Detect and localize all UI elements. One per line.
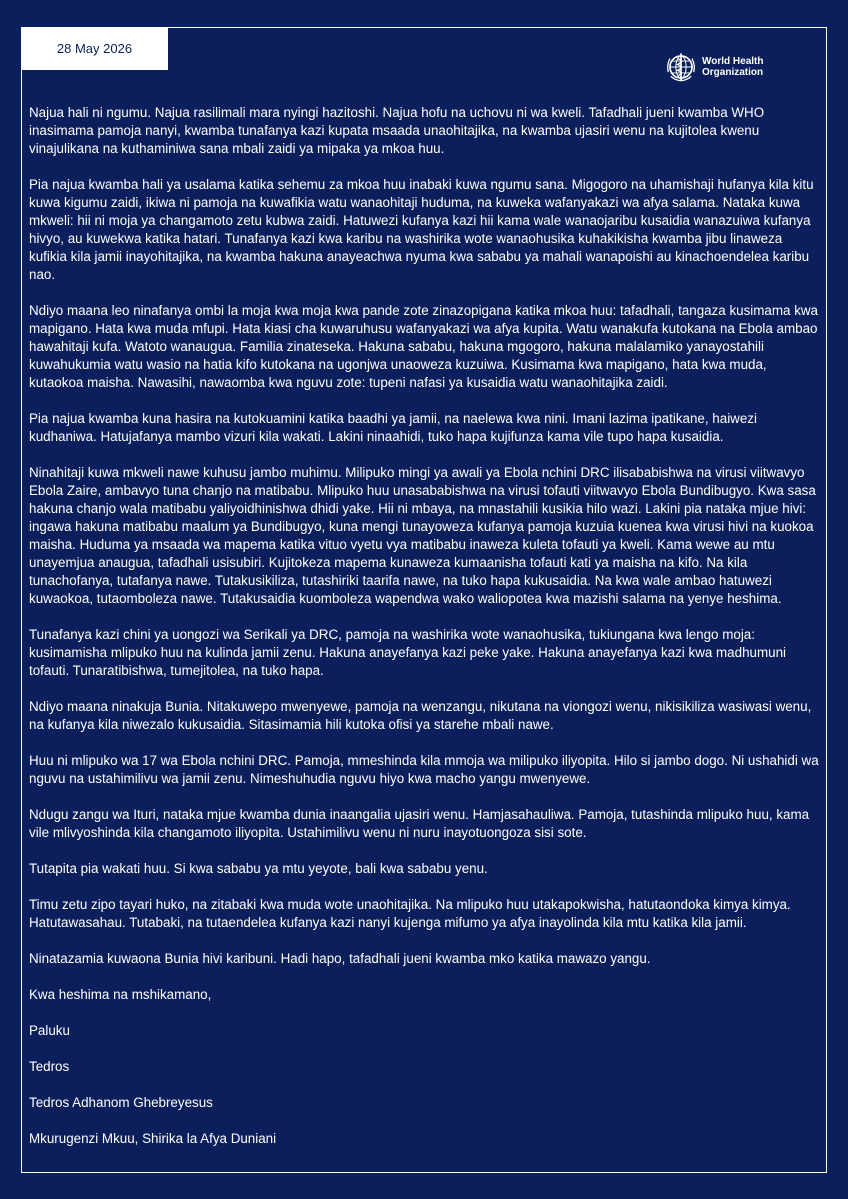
org-name: World Health Organization bbox=[702, 56, 764, 78]
paragraph: Tutapita pia wakati huu. Si kwa sababu ya mtu yeyote, bali kwa sababu yenu. bbox=[29, 861, 488, 876]
signature-line: Tedros Adhanom Ghebreyesus bbox=[29, 1095, 213, 1110]
paragraph: Najua hali ni ngumu. Najua rasilimali mara nyingi hazitoshi. Najua hofu na uchovu ni wa kweli. Tafadhali jueni kwamba WHO inasimama pamoja nanyi, kwamba tunafanya kazi kupata msaada unaohitajika, na kwamba ujasiri wenu na kujitolea kwenu vinajulikana na kuthaminiwa sana mbali zaidi ya mipaka ya mkoa huu. bbox=[29, 105, 765, 156]
paragraph: Pia najua kwamba hali ya usalama katika sehemu za mkoa huu inabaki kuwa ngumu sana. Migogoro na uhamishaji hufanya kila kitu kuwa kigumu zaidi, ikiwa ni pamoja na kuwafikia watu wanaohitaji huduma, na kuweka wafanyakazi wa afya salama. Nataka kuwa mkweli: hii ni moja ya changamoto zetu kubwa zaidi. Hatuwezi kufanya kazi hii kama wale wanaojaribu kusaidia wanazuiwa kufanya hivyo, au kuwekwa katika hatari. Tunafanya kazi kwa karibu na washirika wote wanaohusika kuhakikisha kwamba jibu linaweza kufikia kila jamii inayohitajika, na kwamba hakuna anayeachwa nyuma kwa sababu ya mahali wanapoishi au kinachoendelea karibu nao. bbox=[29, 177, 814, 282]
paragraph: Ndugu zangu wa Ituri, nataka mjue kwamba dunia inaangalia ujasiri wenu. Hamjasahauliwa. Pamoja, tutashinda mlipuko huu, kama vile mlivyoshinda kila changamoto iliyopita. Ustahimilivu wenu ni nuru inayotuongoza sisi sote. bbox=[29, 807, 810, 840]
paragraph: Huu ni mlipuko wa 17 wa Ebola nchini DRC. Pamoja, mmeshinda kila mmoja wa milipuko iliyopita. Hilo si jambo dogo. Ni ushahidi wa nguvu na ustahimilivu wa jamii zenu. Nimeshuhudia nguvu hiyo kwa macho yangu mwenyewe. bbox=[29, 753, 819, 786]
paragraph: Ninatazamia kuwaona Bunia hivi karibuni. Hadi hapo, tafadhali jueni kwamba mko katika mawazo yangu. bbox=[29, 951, 651, 966]
date-label: 28 May 2026 bbox=[21, 27, 168, 70]
closing-line: Kwa heshima na mshikamano, bbox=[29, 987, 212, 1002]
paragraph: Pia najua kwamba kuna hasira na kutokuamini katika baadhi ya jamii, na naelewa kwa nini. Imani lazima ipatikane, haiwezi kudhaniwa. Hatujafanya mambo vizuri kila wakati. Lakini ninaahidi, tuko hapa kujifunza kama vile tupo hapa kusaidia. bbox=[29, 411, 757, 444]
who-logo bbox=[664, 50, 763, 84]
letter-body bbox=[29, 104, 819, 1166]
who-emblem-icon bbox=[664, 50, 698, 84]
paragraph: Tunafanya kazi chini ya uongozi wa Serikali ya DRC, pamoja na washirika wote wanaohusika, tukiungana kwa lengo moja: kusimamisha mlipuko huu na kulinda jamii zenu. Hakuna anayefanya kazi peke yake. Hakuna anayefanya kazi kwa madhumuni tofauti. Tunaratibishwa, tumejitolea, na tuko hapa. bbox=[29, 627, 786, 678]
paragraph: Timu zetu zipo tayari huko, na zitabaki kwa muda wote unaohitajika. Na mlipuko huu utakapokwisha, hatutaondoka kimya kimya. Hatutawasahau. Tutabaki, na tutaendelea kufanya kazi nanyi kujenga mifumo ya afya inayolinda kila mtu katika kila jamii. bbox=[29, 897, 791, 930]
paragraph: Ndiyo maana ninakuja Bunia. Nitakuwepo mwenyewe, pamoja na wenzangu, nikutana na viongozi wenu, nikisikiliza wasiwasi wenu, na kufanya kila niwezalo kukusaidia. Sitasimamia hili kutoka ofisi ya starehe mbali nawe. bbox=[29, 699, 812, 732]
signature-line: Tedros bbox=[29, 1059, 70, 1074]
paragraph: Ninahitaji kuwa mkweli nawe kuhusu jambo muhimu. Milipuko mingi ya awali ya Ebola nchini DRC ilisababishwa na virusi viitwavyo Ebola Zaire, ambavyo tuna chanjo na matibabu. Mlipuko huu unasababishwa na virusi tofauti viitwavyo Ebola Bundibugyo. Kwa sasa hakuna chanjo wala matibabu yaliyoidhinishwa dhidi yake. Hii ni mbaya, na mnastahili kusikia hilo wazi. Lakini pia nataka mjue hivi: ingawa hakuna matibabu maalum ya Bundibugyo, kuna mengi tunayoweza kufanya pamoja kuzuia kuenea kwa virusi hivi na kuokoa maisha. Huduma ya msaada wa mapema katika vituo vyetu vya matibabu inaweza kuleta tofauti ya kweli. Kama wewe au mtu unayemjua anaugua, tafadhali usisubiri. Kujitokeza mapema kunaweza kumaanisha tofauti kati ya maisha na kifo. Na kila tunachofanya, tutafanya nawe. Tutakusikiliza, tutashiriki taarifa nawe, na tuko hapa kukusaidia. Na kwa wale ambao hatuwezi kuwaokoa, tutaomboleza nawe. Tutakusaidia kuomboleza wapendwa wako waliopotea kwa mazishi salama na yenye heshima. bbox=[29, 465, 816, 606]
signature-block bbox=[29, 1022, 819, 1148]
signature-line: Mkurugenzi Mkuu, Shirika la Afya Duniani bbox=[29, 1131, 277, 1146]
signature-line: Paluku bbox=[29, 1023, 70, 1038]
paragraph: Ndiyo maana leo ninafanya ombi la moja kwa moja kwa pande zote zinazopigana katika mkoa huu: tafadhali, tangaza kusimama kwa mapigano. Hata kwa muda mfupi. Hata kiasi cha kuwaruhusu wafanyakazi wa afya kupita. Watu wanakufa kutokana na Ebola ambao hawahitaji kufa. Watoto wanaugua. Familia zinateseka. Hakuna sababu, hakuna mgogoro, hakuna malalamiko yanayostahili kuwahukumia watu wasio na hatia kifo kutokana na ugonjwa unaoweza kuzuiwa. Kusimama kwa mapigano, hata kwa muda, kutaokoa maisha. Nawasihi, nawaomba kwa nguvu zote: tupeni nafasi ya kusaidia watu wanaohitajika zaidi. bbox=[29, 303, 819, 390]
